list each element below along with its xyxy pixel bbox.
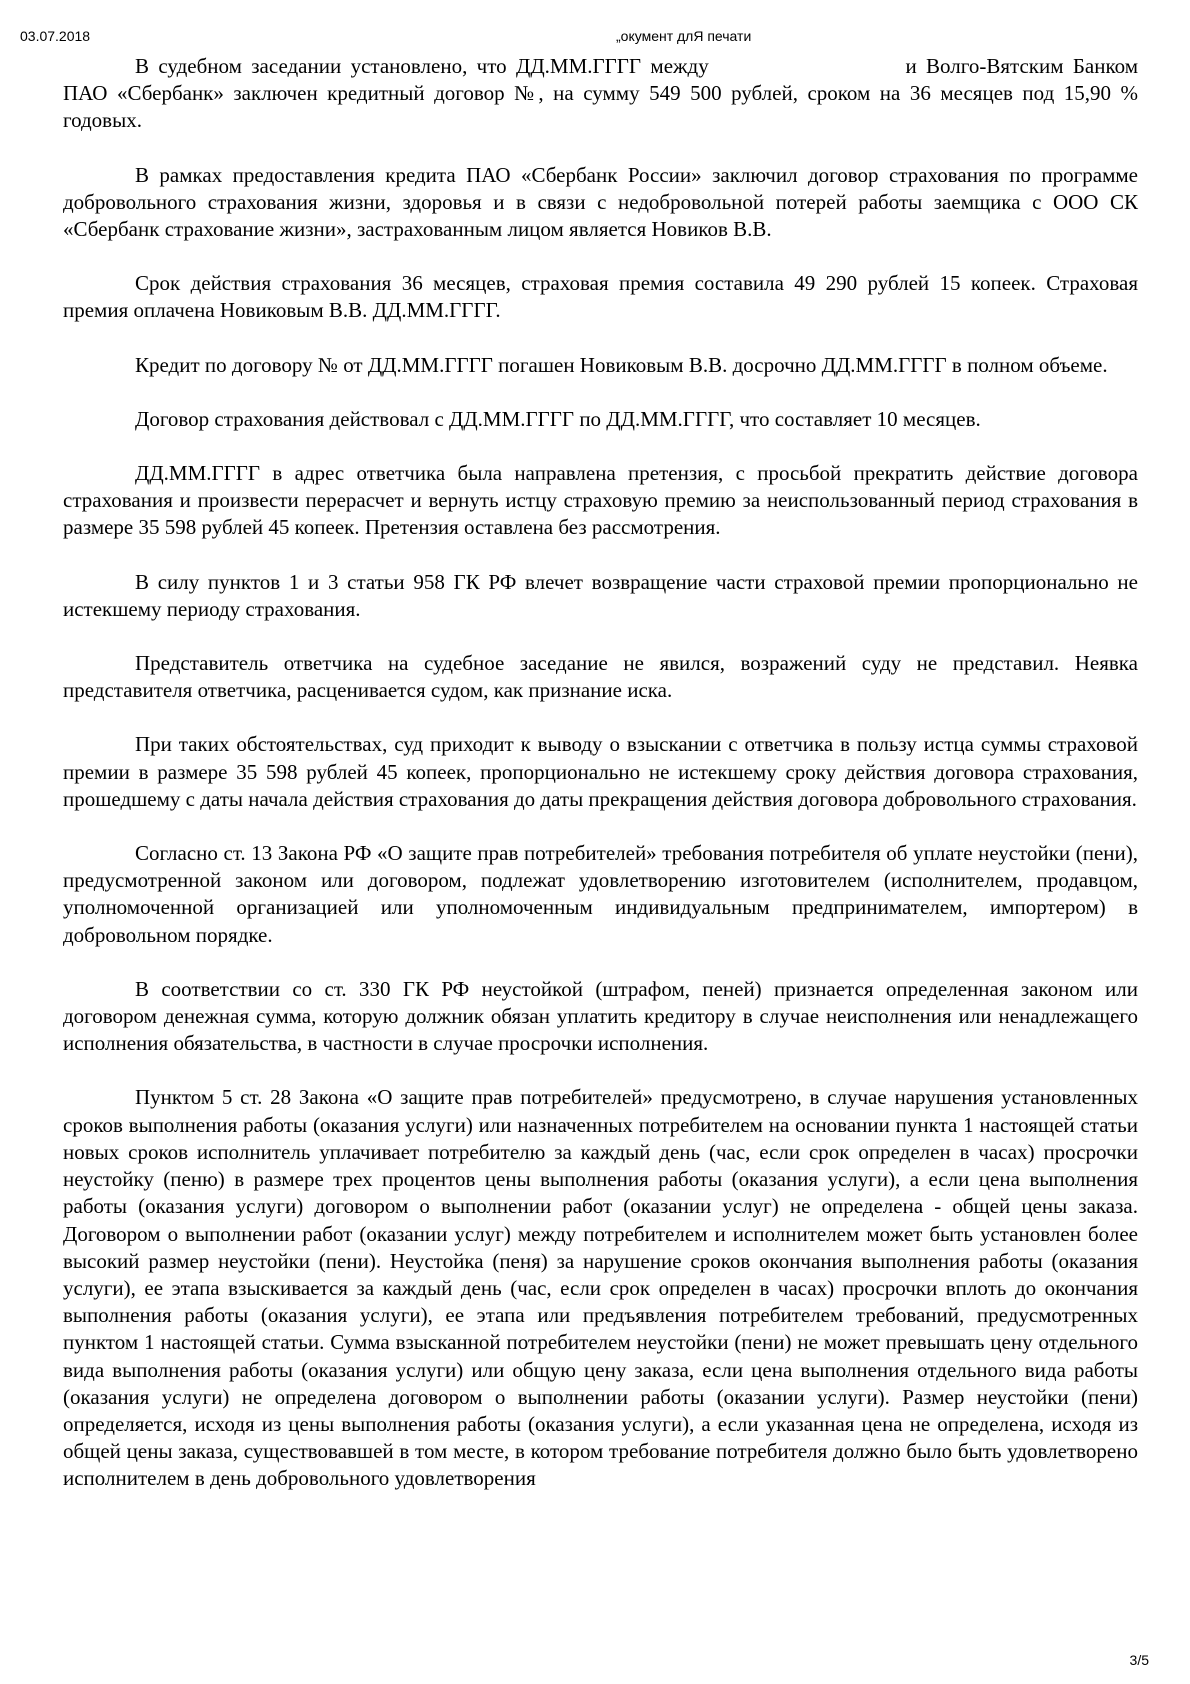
- paragraph-article-13: Согласно ст. 13 Закона РФ «О защите прав потребителей» требования потребителя об уплате неустойки (пени), предусмотренной законом или договором, подлежат удовлетворению изготовителем (исполнителем, продавцом, уполномоченной организацией или уполномоченным индивидуальным предпринимателем, импортером) в добровольном порядке.: [63, 841, 1138, 947]
- print-title: „окумент длЯ печати: [616, 28, 752, 44]
- document-body: [63, 53, 1138, 1493]
- page-header: [20, 26, 1140, 48]
- paragraph-article-330: В соответствии со ст. 330 ГК РФ неустойкой (штрафом, пеней) признается определенная законом или договором денежная сумма, которую должник обязан уплатить кредитору в случае неисполнения или ненадлежащего исполнения обязательства, в частности в случае просрочки исполнения.: [63, 976, 1138, 1056]
- print-date: 03.07.2018: [20, 28, 91, 44]
- page-number: 3/5: [1129, 1652, 1149, 1668]
- paragraph-claim: ДД.ММ.ГГГГ в адрес ответчика была направлена претензия, с просьбой прекратить действие договора страхования и произвести перерасчет и вернуть истцу страховую премию за неиспользованный период страхования в размере 35 598 рублей 45 копеек. Претензия оставлена без рассмотрения.: [63, 461, 1138, 540]
- paragraph-defendant-absent: Представитель ответчика на судебное заседание не явился, возражений суду не представил. Неявка представителя ответчика, расценивается судом, как признание иска.: [63, 651, 1138, 703]
- paragraph-insurance-term: Срок действия страхования 36 месяцев, страховая премия составила 49 290 рублей 15 копеек. Страховая премия оплачена Новиковым В.В. ДД.ММ.ГГГГ.: [63, 271, 1138, 323]
- paragraph-insurance-contract: В рамках предоставления кредита ПАО «Сбербанк России» заключил договор страхования по программе добровольного страхования жизни, здоровья и в связи с недобровольной потерей работы заемщика с ООО СК «Сбербанк страхование жизни», застрахованным лицом является Новиков В.В.: [63, 162, 1138, 242]
- paragraph-credit-repaid: Кредит по договору № от ДД.ММ.ГГГГ погашен Новиковым В.В. досрочно ДД.ММ.ГГГГ в полном объеме.: [135, 352, 1108, 377]
- paragraph-text: В судебном заседании установлено, что ДД.ММ.ГГГГ между: [135, 54, 709, 78]
- paragraph-article-28: Пунктом 5 ст. 28 Закона «О защите прав потребителей» предусмотрено, в случае нарушения установленных сроков выполнения работы (оказания услуги) или назначенных потребителем на основании пункта 1 настоящей статьи новых сроков исполнитель уплачивает потребителю за каждый день (час, если срок определен в часах) просрочки неустойку (пеню) в размере трех процентов цены выполнения работы (оказания услуги), а если цена выполнения работы (оказания услуги) договором о выполнении работ (оказании услуг) не определена - общей цены заказа. Договором о выполнении работ (оказании услуг) между потребителем и исполнителем может быть установлен более высокий размер неустойки (пени). Неустойка (пеня) за нарушение сроков окончания выполнения работы (оказания услуги), ее этапа взыскивается за каждый день (час, если срок определен в часах) просрочки вплоть до окончания выполнения работы (оказания услуги), ее этапа или предъявления потребителем требований, предусмотренных пунктом 1 настоящей статьи. Сумма взысканной потребителем неустойки (пени) не может превышать цену отдельного вида выполнения работы (оказания услуги) или общую цену заказа, если цена выполнения отдельного вида работы (оказания услуги) не определена договором о выполнении работы (оказании услуги). Размер неустойки (пени) определяется, исходя из цены выполнения работы (оказания услуги), а если указанная цена не определена, исходя из общей цены заказа, существовавшей в том месте, в котором требование потребителя должно было быть удовлетворено исполнителем в день добровольного удовлетворения: [63, 1085, 1138, 1491]
- paragraph-text: и Волго-Вятским Банком ПАО «Сбербанк» заключен кредитный договор №, на сумму 549 500 рублей, сроком на 36 месяцев под 15,90 % годовых.: [63, 54, 1138, 133]
- paragraph-article-958: В силу пунктов 1 и 3 статьи 958 ГК РФ влечет возвращение части страховой премии пропорционально не истекшему периоду страхования.: [63, 569, 1138, 621]
- paragraph-credit-agreement: [63, 53, 1138, 135]
- paragraph-court-conclusion: При таких обстоятельствах, суд приходит к выводу о взыскании с ответчика в пользу истца суммы страховой премии в размере 35 598 рублей 45 копеек, пропорционально не истекшему сроку действия договора страхования, прошедшему с даты начала действия страхования до даты прекращения действия договора добровольного страхования.: [63, 732, 1138, 811]
- paragraph-contract-duration: Договор страхования действовал с ДД.ММ.ГГГГ по ДД.ММ.ГГГГ, что составляет 10 месяцев.: [135, 406, 981, 431]
- redacted-name: [718, 59, 896, 77]
